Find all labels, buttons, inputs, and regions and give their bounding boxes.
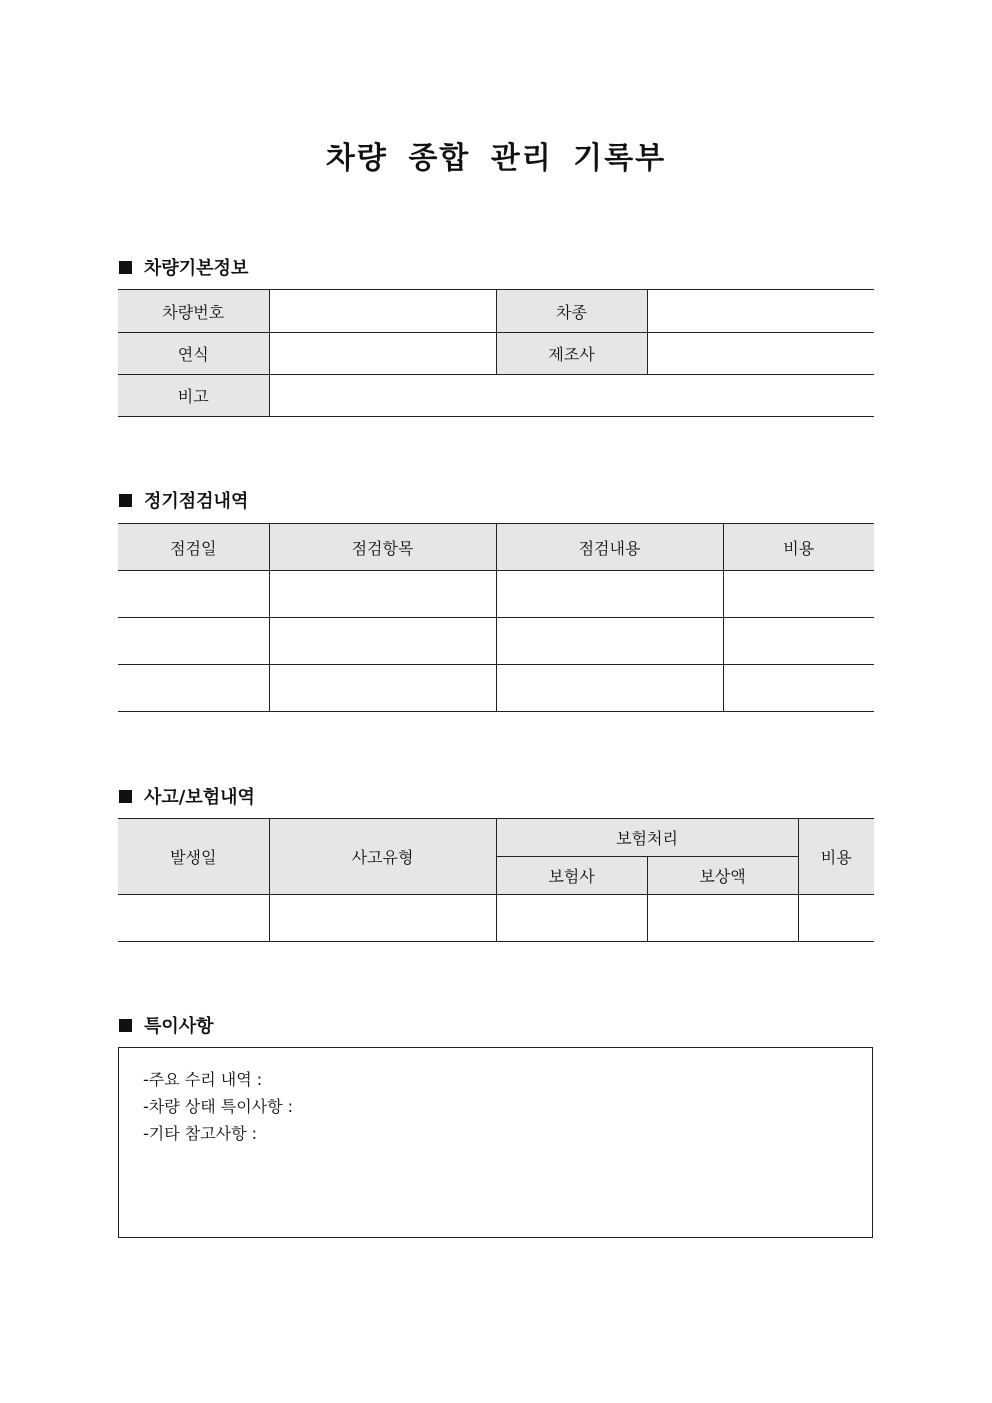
col-accident-date: 발생일 bbox=[118, 819, 269, 895]
cell-input[interactable] bbox=[269, 618, 496, 665]
cell-input[interactable] bbox=[723, 665, 874, 712]
cell-input[interactable] bbox=[496, 665, 723, 712]
cell-input[interactable] bbox=[269, 895, 496, 942]
remarks-line-repair: -주요 수리 내역 : bbox=[143, 1070, 263, 1089]
field-year[interactable] bbox=[269, 333, 496, 375]
remarks-line-other: -기타 참고사항 : bbox=[143, 1124, 258, 1143]
table-row bbox=[118, 665, 874, 712]
col-accident-cost: 비용 bbox=[798, 819, 874, 895]
cell-input[interactable] bbox=[496, 895, 647, 942]
table-row bbox=[118, 618, 874, 665]
section-accident-heading bbox=[119, 783, 255, 809]
square-bullet-icon bbox=[119, 494, 132, 507]
section-inspection-title: 정기점검내역 bbox=[144, 491, 249, 512]
col-inspection-cost: 비용 bbox=[723, 524, 874, 571]
cell-input[interactable] bbox=[496, 618, 723, 665]
cell-input[interactable] bbox=[496, 571, 723, 618]
col-inspection-date: 점검일 bbox=[118, 524, 269, 571]
remarks-line-condition: -차량 상태 특이사항 : bbox=[143, 1097, 294, 1116]
cell-input[interactable] bbox=[723, 571, 874, 618]
label-note: 비고 bbox=[118, 375, 269, 417]
section-basic-heading bbox=[119, 254, 248, 280]
remarks-box[interactable] bbox=[118, 1047, 873, 1238]
accident-table bbox=[118, 818, 874, 942]
table-row bbox=[118, 895, 874, 942]
inspection-table bbox=[118, 523, 874, 712]
square-bullet-icon bbox=[119, 790, 132, 803]
field-maker[interactable] bbox=[647, 333, 874, 375]
cell-input[interactable] bbox=[118, 895, 269, 942]
cell-input[interactable] bbox=[723, 618, 874, 665]
label-plate: 차량번호 bbox=[118, 290, 269, 333]
col-payout: 보상액 bbox=[647, 857, 798, 895]
label-year: 연식 bbox=[118, 333, 269, 375]
section-inspection-heading bbox=[119, 487, 248, 513]
col-insurance-group: 보험처리 bbox=[496, 819, 798, 857]
basic-info-table bbox=[118, 289, 874, 417]
field-model[interactable] bbox=[647, 290, 874, 333]
section-basic-title: 차량기본정보 bbox=[144, 258, 249, 279]
cell-input[interactable] bbox=[118, 571, 269, 618]
col-insurer: 보험사 bbox=[496, 857, 647, 895]
section-accident-title: 사고/보험내역 bbox=[144, 787, 255, 808]
cell-input[interactable] bbox=[118, 665, 269, 712]
field-note[interactable] bbox=[269, 375, 874, 417]
square-bullet-icon bbox=[119, 261, 132, 274]
cell-input[interactable] bbox=[647, 895, 798, 942]
label-maker: 제조사 bbox=[496, 333, 647, 375]
cell-input[interactable] bbox=[269, 571, 496, 618]
label-model: 차종 bbox=[496, 290, 647, 333]
section-remarks-title: 특이사항 bbox=[144, 1016, 214, 1037]
col-accident-type: 사고유형 bbox=[269, 819, 496, 895]
cell-input[interactable] bbox=[269, 665, 496, 712]
col-inspection-item: 점검항목 bbox=[269, 524, 496, 571]
page-title: 차량 종합 관리 기록부 bbox=[325, 141, 667, 176]
col-inspection-content: 점검내용 bbox=[496, 524, 723, 571]
table-row bbox=[118, 571, 874, 618]
cell-input[interactable] bbox=[798, 895, 874, 942]
square-bullet-icon bbox=[119, 1019, 132, 1032]
section-remarks-heading bbox=[119, 1012, 214, 1038]
field-plate[interactable] bbox=[269, 290, 496, 333]
cell-input[interactable] bbox=[118, 618, 269, 665]
